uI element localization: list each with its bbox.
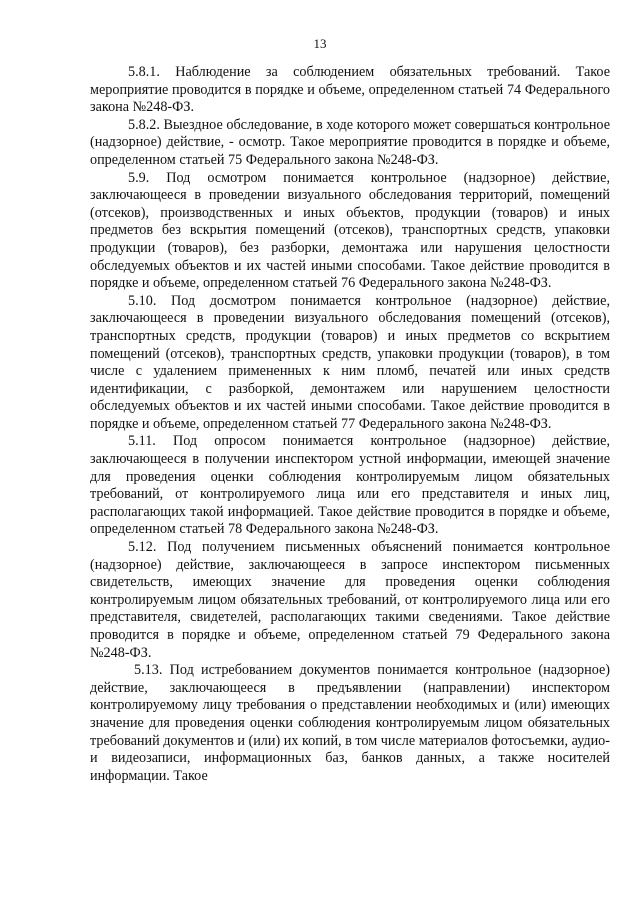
paragraph-5-13: 5.13. Под истребованием документов понимается контрольное (надзорное) действие, заключающееся в предъявлении (направлении) инспектором контролируемому лицу требования о представлении необходимых и (или) имеющих значение для проведения оценки соблюдения контролируемым лицом обязательных требований документов и (или) их копий, в том числе материалов фотосъемки, аудио- и видеозаписи, информационных баз, банков данных, а также носителей информации. Такое: [90, 662, 610, 784]
paragraph-5-8-2: 5.8.2. Выездное обследование, в ходе которого может совершаться контрольное (надзорное) действие, - осмотр. Такое мероприятие проводится в порядке и объеме, определенном статьей 75 Федерального закона №248-ФЗ.: [90, 116, 610, 168]
document-body: [90, 64, 610, 785]
page-number: 13: [313, 36, 327, 51]
paragraph-5-12: 5.12. Под получением письменных объяснений понимается контрольное (надзорное) действие, заключающееся в запросе инспектором письменных свидетельств, имеющих значение для проведения оценки соблюдения контролируемым лицом обязательных требований, от контролируемого лица или его представителя, свидетелей, располагающих такими сведениями. Такое действие проводится в порядке и объеме, определенном статьей 79 Федерального закона №248-ФЗ.: [90, 539, 610, 661]
paragraph-5-8-1: 5.8.1. Наблюдение за соблюдением обязательных требований. Такое мероприятие проводится в порядке и объеме, определенном статьей 74 Федерального закона №248-ФЗ.: [90, 64, 610, 116]
paragraph-5-9: 5.9. Под осмотром понимается контрольное (надзорное) действие, заключающееся в проведении визуального обследования территорий, помещений (отсеков), производственных и иных объектов, продукции (товаров) и иных предметов без вскрытия помещений (отсеков), транспортных средств, упаковки продукции (товаров), без разборки, демонтажа или нарушения целостности обследуемых объектов и их частей иными способами. Такое действие проводится в порядке и объеме, определенном статьей 76 Федерального закона №248-ФЗ.: [90, 169, 610, 292]
paragraph-5-11: 5.11. Под опросом понимается контрольное (надзорное) действие, заключающееся в получении инспектором устной информации, имеющей значение для проведения оценки соблюдения контролируемым лицом обязательных требований, от контролируемого лица или его представителя и иных лиц, располагающих такой информацией. Такое действие проводится в порядке и объеме, определенном статьей 78 Федерального закона №248-ФЗ.: [90, 433, 610, 538]
paragraph-5-10: 5.10. Под досмотром понимается контрольное (надзорное) действие, заключающееся в проведении визуального обследования помещений (отсеков), транспортных средств, продукции (товаров) и иных предметов со вскрытием помещений (отсеков), транспортных средств, упаковки продукции (товаров), в том числе с удалением примененных к ним пломб, печатей или иных средств идентификации, с разборкой, демонтажем или нарушением целостности обследуемых объектов и их частей иными способами. Такое действие проводится в порядке и объеме, определенном статьей 77 Федерального закона №248-ФЗ.: [90, 292, 610, 432]
